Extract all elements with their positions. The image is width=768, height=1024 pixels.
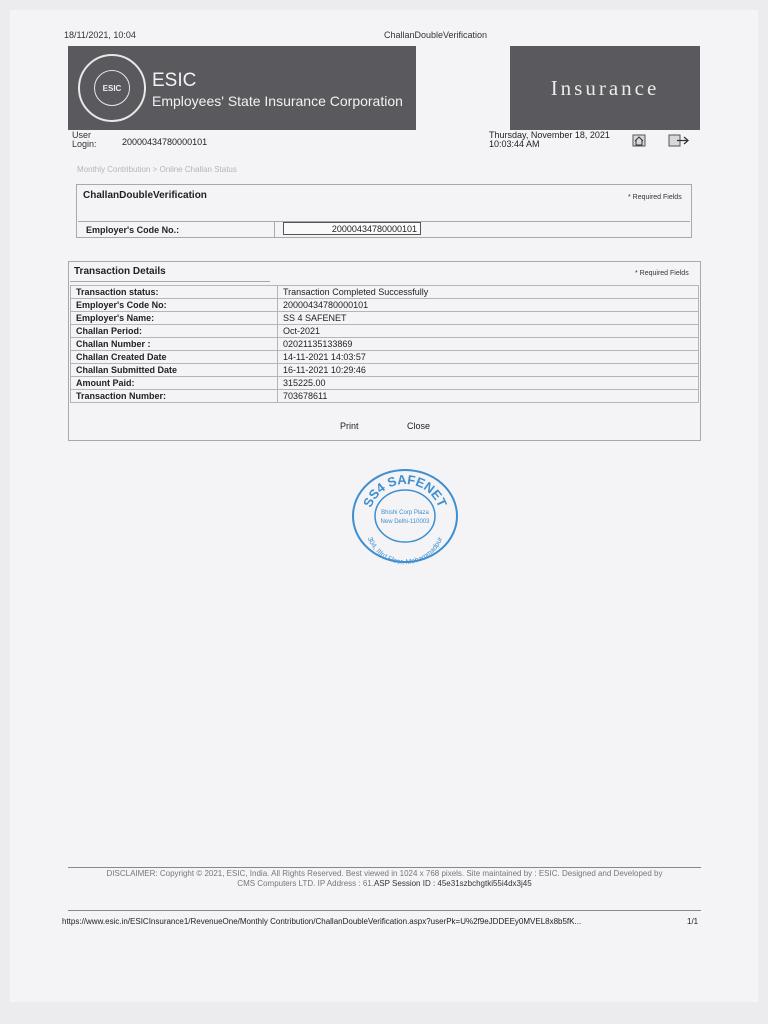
row-label: Transaction status: [71, 286, 278, 299]
transaction-details-title: Transaction Details [74, 266, 166, 277]
session-id: ASP Session ID : 45e31szbchgtki55i4dx3j45 [373, 879, 532, 888]
table-row [71, 325, 699, 338]
disclaimer [68, 869, 701, 889]
footer-divider [68, 867, 701, 868]
org-short-name: ESIC [152, 70, 197, 91]
disclaimer-credit: CMS Computers LTD. IP Address : 61. [237, 879, 374, 888]
exit-icon[interactable] [668, 134, 690, 147]
table-row [71, 299, 699, 312]
page-number: 1/1 [687, 917, 699, 926]
stamp-bottom-text: 304, IIIrd Floor, Mohammadpur [365, 536, 445, 566]
table-row [71, 351, 699, 364]
row-value: 20000434780000101 [278, 299, 699, 312]
employer-code-field[interactable]: 20000434780000101 [283, 222, 421, 235]
row-value: 315225.00 [278, 377, 699, 390]
disclaimer-line2 [68, 879, 701, 889]
transaction-details-table [70, 285, 699, 403]
table-row [71, 377, 699, 390]
print-datetime: 18/11/2021, 10:04 [64, 30, 136, 40]
company-stamp-icon [347, 466, 463, 566]
row-value: 703678611 [278, 390, 699, 403]
user-login-value: 20000434780000101 [122, 137, 208, 147]
breadcrumb[interactable]: Monthly Contribution > Online Challan Status [77, 165, 237, 174]
required-fields-note: * Required Fields [628, 194, 682, 201]
session-datetime [489, 131, 610, 149]
session-date: Thursday, November 18, 2021 [489, 130, 610, 140]
insurance-title: Insurance [550, 76, 660, 100]
row-value: Oct-2021 [278, 325, 699, 338]
row-divider [274, 221, 275, 237]
stamp-center-line1: Bhishi Corp Plaza [381, 510, 429, 516]
row-label: Challan Period: [71, 325, 278, 338]
stamp-top-text: SS4 SAFENET [359, 471, 451, 510]
title-underline [70, 281, 270, 282]
table-row [71, 390, 699, 403]
row-label: Transaction Number: [71, 390, 278, 403]
row-label: Employer's Name: [71, 312, 278, 325]
stamp-center-line2: New Delhi-110003 [380, 519, 430, 525]
session-time: 10:03:44 AM [489, 139, 540, 149]
org-full-name: Employees' State Insurance Corporation [152, 93, 403, 109]
svg-text:304, IIIrd Floor, Mohammadpur [366, 536, 445, 566]
row-label: Employer's Code No: [71, 299, 278, 312]
disclaimer-line1: DISCLAIMER: Copyright © 2021, ESIC, India. All Rights Reserved. Best viewed in 1024 x 768 pixels. Site maintained by : ESIC. Designed and Developed by [106, 869, 663, 878]
table-row [71, 286, 699, 299]
row-label: Amount Paid: [71, 377, 278, 390]
verification-panel-title: ChallanDoubleVerification [83, 190, 207, 201]
row-value: 02021135133869 [278, 338, 699, 351]
print-button[interactable]: Print [340, 421, 359, 431]
logo-emblem: ESIC [94, 70, 130, 106]
row-label: Challan Submitted Date [71, 364, 278, 377]
print-page-title: ChallanDoubleVerification [384, 30, 488, 40]
row-value: SS 4 SAFENET [278, 312, 699, 325]
table-row [71, 312, 699, 325]
required-fields-note: * Required Fields [635, 270, 689, 277]
row-value: 16-11-2021 10:29:46 [278, 364, 699, 377]
row-label: Challan Created Date [71, 351, 278, 364]
home-icon[interactable] [632, 134, 646, 147]
row-label: Challan Number : [71, 338, 278, 351]
table-row [71, 364, 699, 377]
user-login-label: User Login: [72, 130, 97, 149]
table-row [71, 338, 699, 351]
employer-code-label: Employer's Code No.: [86, 225, 180, 235]
close-button[interactable]: Close [407, 421, 431, 431]
page-url: https://www.esic.in/ESICInsurance1/RevenueOne/Monthly Contribution/ChallanDoubleVerification.aspx?userPk=U%2f9eJDDEEy0MVEL8x8b5fK... [62, 917, 582, 926]
row-value: Transaction Completed Successfully [278, 286, 699, 299]
row-value: 14-11-2021 14:03:57 [278, 351, 699, 364]
esic-logo-icon [78, 54, 146, 122]
url-divider [68, 910, 701, 911]
